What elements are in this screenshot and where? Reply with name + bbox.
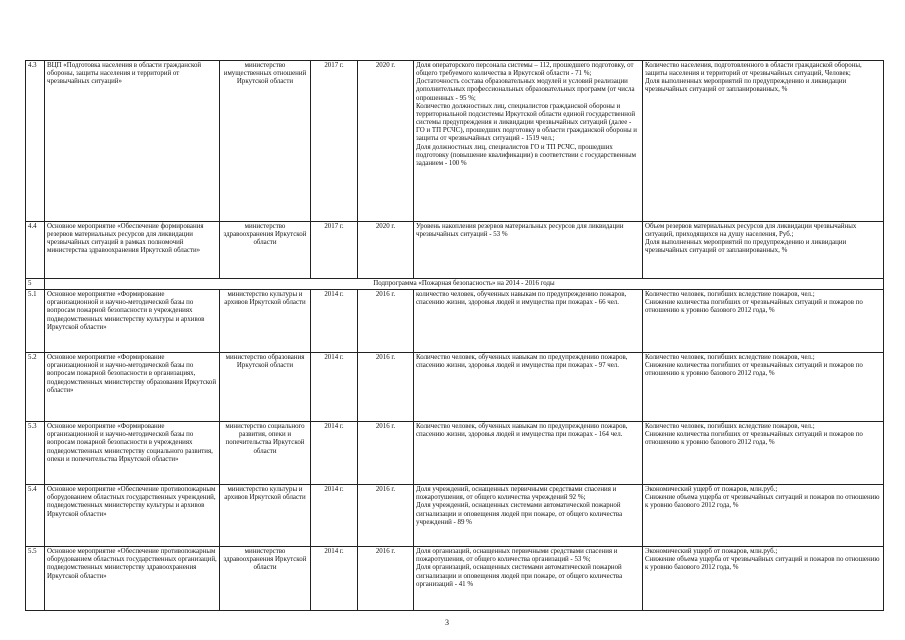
target-indicators [643,353,884,422]
measure-name: ВЦП «Подготовка населения в области гражданской обороны, защиты населения и территорий от чрезвычайных ситуаций» [45,61,220,222]
expected-results [414,422,643,485]
table-body [26,61,884,611]
target-indicators [643,61,884,222]
target-indicators [643,290,884,353]
result-line: Количество человек, обученных навыкам по предупреждению пожаров, спасению жизни, здоровья людей и имущества при пожарах - 97 чел. [416,354,628,370]
end-year: 2020 г. [358,61,414,222]
indicator-line: Объем резервов материальных ресурсов для ликвидации чрезвычайных ситуаций, приходящихся на душу населения, Руб.; [645,223,857,239]
indicator-line: Снижение объема ущерба от чрезвычайных ситуаций и пожаров по отношению к уровню базового 2012 года, % [645,556,880,572]
result-line: количество человек, обученных навыкам по предупреждению пожаров, спасению жизни, здоровья людей и имущества при пожарах - 66 чел. [416,291,627,307]
table-row [26,422,884,485]
table-row [26,61,884,222]
row-number: 4.3 [26,61,45,222]
responsible-executor: министерство здравоохранения Иркутской области [220,222,311,279]
expected-results [414,61,643,222]
responsible-executor: министерство образования Иркутской области [220,353,311,422]
start-year: 2014 г. [311,353,358,422]
row-number: 5.4 [26,485,45,547]
measure-name: Основное мероприятие «Обеспечение формирования резервов материальных ресурсов для ликвидации чрезвычайных ситуаций в рамках полномочий министерства здравоохранения Иркутской области» [45,222,220,279]
start-year: 2017 г. [311,61,358,222]
end-year: 2016 г. [358,290,414,353]
page-number: 3 [445,618,449,627]
measure-name: Основное мероприятие «Формирование организационной и научно-методической базы по вопросам пожарной безопасности в учреждениях подведомственных министерству культуры и архивов Иркутской области» [45,290,220,353]
indicator-line: Экономический ущерб от пожаров, млн.руб.; [645,486,778,494]
table-row [26,290,884,353]
table-row [26,485,884,547]
row-number: 5.1 [26,290,45,353]
measure-name: Основное мероприятие «Обеспечение противопожарным оборудованием областных государственных организаций, подведомственных министерству здравоохранения Иркутской области» [45,547,220,611]
result-line: Доля учреждений, оснащенных системами автоматической пожарной сигнализации и оповещения людей при пожаре, от общего количества учреждений - 89 % [416,502,623,526]
result-line: Уровень накопления резервов материальных ресурсов для ликвидации чрезвычайных ситуаций - 53 % [416,223,624,239]
expected-results [414,485,643,547]
indicator-line: Доля выполненных мероприятий по предупреждению и ликвидации чрезвычайных ситуаций от запланированных, % [645,239,847,255]
indicator-line: Количество населения, подготовленного в области гражданской обороны, защиты населения и территорий от чрезвычайных ситуаций, Человек; [645,62,862,78]
measure-name: Основное мероприятие «Формирование организационной и научно-методической базы по вопросам пожарной безопасности в организациях, подведомственных министерству образования Иркутской области» [45,353,220,422]
measure-name: Основное мероприятие «Обеспечение противопожарным оборудованием областных государственных учреждений, подведомственных министерству культуры и архивов Иркутской области» [45,485,220,547]
result-line: Доля организаций, оснащенных первичными средствами спасения и пожаротушения, от общего количества организаций - 53 %; [416,548,618,564]
end-year: 2016 г. [358,353,414,422]
table-row [26,222,884,279]
responsible-executor: министерство здравоохранения Иркутской области [220,547,311,611]
responsible-executor: министерство имущественных отношений Иркутской области [220,61,311,222]
indicator-line: Снижение количества погибших от чрезвычайных ситуаций и пожаров по отношению к уровню базового 2012 года, % [645,431,863,447]
indicator-line: Доля выполненных мероприятий по предупреждению и ликвидации чрезвычайных ситуаций от запланированных, % [645,78,847,94]
section-number: 5 [26,279,45,290]
row-number: 5.2 [26,353,45,422]
end-year: 2020 г. [358,222,414,279]
target-indicators [643,222,884,279]
row-number: 5.5 [26,547,45,611]
responsible-executor: министерство культуры и архивов Иркутской области [220,485,311,547]
target-indicators [643,422,884,485]
measure-name: Основное мероприятие «Формирование организационной и научно-методической базы по вопросам пожарной безопасности в учреждениях подведомственных министерству социального развития, опеки и попечительства Иркутской области» [45,422,220,485]
responsible-executor: министерство социального развития, опеки и попечительства Иркутской области [220,422,311,485]
result-line: Количество человек, обученных навыкам по предупреждению пожаров, спасению жизни, здоровья людей и имущества при пожарах - 164 чел. [416,423,628,439]
indicator-line: Снижение количества погибших от чрезвычайных ситуаций и пожаров по отношению к уровню базового 2012 года, % [645,362,863,378]
start-year: 2014 г. [311,485,358,547]
row-number: 5.3 [26,422,45,485]
result-line: Достаточность состава образовательных модулей и условий реализации дополнительных профессиональных образовательных программ (от числа опрошенных - 95 %; [416,78,635,102]
table-row [26,353,884,422]
expected-results [414,222,643,279]
result-line: Доля операторского персонала системы – 112, прошедшего подготовку, от общего требуемого количества в Иркутской области - 71 %; [416,62,634,78]
indicator-line: Количество человек, погибших вследствие пожаров, чел.; [645,423,815,431]
section-title: Подпрограмма «Пожарная безопасность» на 2014 - 2016 годы [45,279,884,290]
end-year: 2016 г. [358,485,414,547]
end-year: 2016 г. [358,422,414,485]
expected-results [414,547,643,611]
indicator-line: Экономический ущерб от пожаров, млн.руб.; [645,548,778,556]
expected-results [414,353,643,422]
start-year: 2014 г. [311,290,358,353]
indicator-line: Снижение количества погибших от чрезвычайных ситуаций и пожаров по отношению к уровню базового 2012 года, % [645,299,863,315]
target-indicators [643,547,884,611]
result-line: Количество должностных лиц, специалистов гражданской обороны и территориальной подсистемы Иркутской области единой государственной системы предупреждения и ликвидации чрезвычайных ситуаций (далее - ГО и ТП РСЧС), прошедших подготовку в области гражданской обороны и защиты от чрезвычайных ситуаций - 1519 чел.; [416,102,637,143]
result-line: Доля должностных лиц, специалистов ГО и ТП РСЧС, прошедших подготовку (повышение квалификации) в соответствии с государственным заданием - 100 % [416,143,636,167]
result-line: Доля организаций, оснащенных системами автоматической пожарной сигнализации и оповещения людей при пожаре, от общего количества организаций - 41 % [416,564,623,588]
table-row [26,547,884,611]
expected-results [414,290,643,353]
end-year: 2016 г. [358,547,414,611]
start-year: 2017 г. [311,222,358,279]
target-indicators [643,485,884,547]
row-number: 4.4 [26,222,45,279]
indicator-line: Количество человек, погибших вследствие пожаров, чел.; [645,291,815,299]
indicator-line: Снижение объема ущерба от чрезвычайных ситуаций и пожаров по отношению к уровню базового 2012 года, % [645,494,880,510]
start-year: 2014 г. [311,422,358,485]
section-row [26,279,884,290]
result-line: Доля учреждений, оснащенных первичными средствами спасения и пожаротушения, от общего количества учреждений 92 %; [416,486,617,502]
responsible-executor: министерство культуры и архивов Иркутской области [220,290,311,353]
start-year: 2014 г. [311,547,358,611]
program-table [25,60,884,611]
indicator-line: Количество человек, погибших вследствие пожаров, чел.; [645,354,815,362]
